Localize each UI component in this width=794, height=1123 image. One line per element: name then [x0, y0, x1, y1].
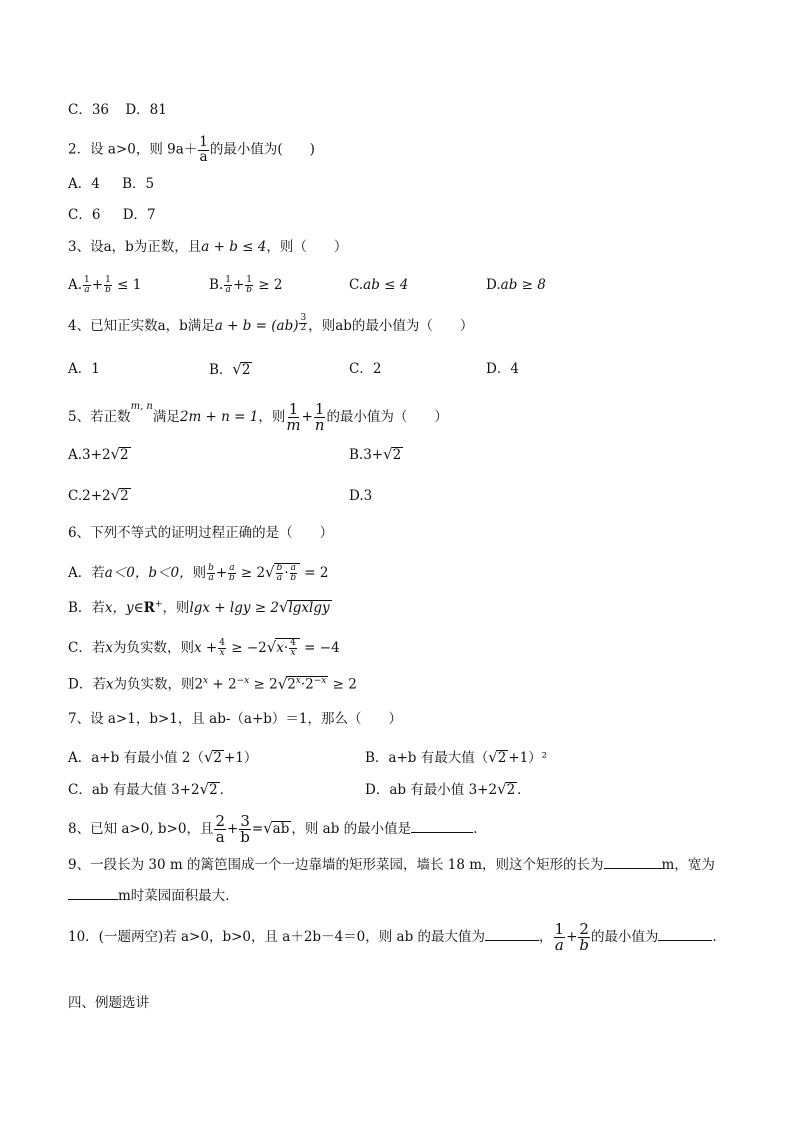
q1-option-d: D．81 [125, 102, 167, 118]
q5-stem-post: 的最小值为（ ） [326, 409, 448, 425]
q7-option-b-pre: B．a+b 有最大值（ [365, 750, 489, 766]
q6-option-b [68, 600, 332, 616]
q3-option-c [349, 279, 408, 293]
q8-radicand: ab [272, 821, 290, 837]
q5-option-c-radicand: 2 [120, 488, 129, 504]
q5-stem: 5、若正数$^{m, n}$满足2m + n = 1，则 $\frac{1}{m}$ + $\frac{1}{n}$ 的最小值为（ ） [68, 400, 448, 434]
q10-end: ． [712, 929, 726, 945]
q5-option-b-label: B. [349, 447, 364, 463]
radical-sign: √ [199, 780, 210, 798]
q6-option-c-mid: 为负实数，则 [112, 640, 194, 656]
q6-stem: 6、下列不等式的证明过程正确的是（ ） [68, 525, 334, 541]
q6-option-c-label: C．若 [68, 640, 106, 656]
q9-line2-post: m时菜园面积最大． [118, 888, 239, 904]
q9-line2 [68, 887, 239, 904]
q4-stem-post: ，则ab的最小值为（ ） [308, 318, 474, 334]
q5-comma: ，则 [258, 409, 286, 425]
q10-stem: 10．(一题两空)若 a>0，b>0，且 a＋2b－4＝0，则 ab 的最大值为 ， $\frac{1}{a}$ + $\frac{2}{b}$ 的最小值为 ． [68, 920, 726, 954]
q4-option-b-label: B． [209, 362, 233, 378]
q2-option-c: C．6 [68, 207, 101, 223]
q3-stem [68, 241, 347, 255]
q5-frac1-num: 1 [288, 400, 299, 418]
q6-option-d-mid: 为负实数，则 [113, 676, 195, 693]
q6-option-b-cond: x，y∈ [104, 600, 144, 616]
q7-option-c [68, 782, 233, 798]
q5-option-c [68, 488, 131, 504]
q5-option-c-label: C. [68, 488, 83, 504]
q5-frac1-den: m [286, 416, 301, 434]
q5-vars: m, n [130, 401, 153, 412]
q6-option-b-label: B．若 [68, 600, 105, 616]
q3-b-frac1 [224, 276, 232, 295]
q3-option-d [486, 279, 546, 293]
q3-a-frac1-num: 1 [84, 275, 90, 285]
q8-eq: = [251, 821, 264, 837]
q8-frac1 [214, 814, 226, 845]
q3-b-frac2-num: 1 [246, 275, 252, 285]
q7-option-d-radicand: 2 [506, 782, 516, 798]
q4-expr: a + b = (ab) [214, 318, 299, 334]
q10-pre: 10．(一题两空)若 a>0，b>0，且 a＋2b－4＝0，则 ab 的最大值为 [68, 929, 486, 945]
q4-option-d: D．4 [486, 361, 519, 377]
q6-a-radicand: $\frac{b}{a}$ · $\frac{a}{b}$ [274, 563, 300, 583]
q6-d-radicand: $2^x\cdot 2^{-x}$ [287, 676, 327, 693]
q7-option-c-pre: C．ab 有最大值 3+2 [68, 782, 200, 798]
q2-option-a: A．4 [68, 176, 100, 192]
q6-option-d-label: D．若 [68, 676, 106, 693]
q8-frac2-den: b [240, 828, 250, 846]
answer-blank[interactable] [485, 928, 539, 941]
q7-option-a [68, 750, 257, 766]
q8-end: . [473, 821, 478, 837]
q2-option-d: D．7 [122, 207, 156, 223]
q2-stem-post: 的最小值为( ) [209, 141, 315, 158]
answer-blank[interactable] [604, 856, 662, 869]
q3-a-frac1 [83, 276, 91, 295]
section-heading: 四、例题选讲 [68, 995, 149, 1011]
radical-sign: √ [265, 563, 275, 581]
q8-pre: 8、已知 a>0, b>0，且 [68, 821, 214, 837]
q3-b-frac1-den: a [225, 285, 231, 295]
q6-a-frac2: $\frac{a}{b}$ [229, 563, 235, 583]
radical-sign: √ [383, 445, 393, 463]
q3-stem-text: 3、设a，b为正数，且 [68, 239, 202, 255]
q6-c-radicand: x· $\frac{4}{x}$ [275, 638, 300, 658]
q2-stem-pre: 2．设 a>0，则 9a＋ [68, 141, 198, 158]
q6-option-b-then: ，则 [162, 600, 190, 616]
q6-option-b-set: R [143, 600, 155, 616]
q7-option-b [365, 750, 547, 766]
q7-option-c-post: ． [219, 782, 234, 798]
q2-options-row2 [68, 209, 156, 223]
q7-option-b-radicand: 2 [497, 750, 507, 766]
q10-frac2-den: b [579, 936, 589, 954]
q7-option-a-radicand: 2 [213, 750, 222, 766]
q3-option-c-expr: ab ≤ 4 [363, 277, 409, 293]
q9-line1 [68, 856, 715, 873]
q2-fraction [198, 136, 209, 164]
q8-frac2-num: 3 [240, 812, 250, 830]
q6-option-a-cond: a＜0，b＜0， [104, 565, 193, 581]
q7-option-a-pre: A．a+b 有最小值 2（ [68, 750, 204, 766]
q3-option-c-label: C. [349, 277, 364, 293]
radical-sign: √ [278, 598, 289, 616]
radical-sign: √ [232, 360, 242, 378]
q6-option-a: A．若a＜0，b＜0，则 $\frac{b}{a}$ + $\frac{a}{b}$ ≥ 2√ $\frac{b}{a}$ · $\frac{a}{b}$ = 2 [68, 563, 329, 583]
q3-option-a: A. $\frac{1}{a}$ + $\frac{1}{b}$ ≤ 1 [68, 275, 142, 295]
q6-a-frac1: $\frac{b}{a}$ [208, 563, 214, 583]
radical-sign: √ [263, 819, 273, 837]
q8-post: ，则 ab 的最小值是 [291, 821, 412, 837]
q7-option-d-post: ． [517, 782, 531, 798]
radical-sign: √ [203, 748, 214, 766]
q5-option-b-expr: 3+ [363, 447, 384, 463]
q5-option-a-expr: 3+2 [82, 447, 111, 463]
q2-options-row1 [68, 178, 154, 192]
q3-a-frac2 [104, 276, 112, 295]
q6-option-c: C．若x为负实数，则x + $\frac{4}{x}$ ≥ −2√x· $\frac{4}{x}$ = −4 [68, 638, 340, 658]
radical-sign: √ [266, 638, 277, 656]
q6-option-c-var: x [105, 640, 113, 656]
q10-frac2-num: 2 [579, 920, 589, 938]
q5-option-d: D.3 [349, 488, 373, 504]
radical-sign: √ [277, 674, 288, 693]
q3-a-frac2-num: 1 [105, 275, 111, 285]
q4-option-a: A．1 [68, 361, 100, 377]
q4-option-b-radicand: 2 [241, 362, 251, 378]
q10-frac1-den: a [554, 936, 564, 954]
q7-option-b-post: +1）² [508, 750, 548, 766]
radical-sign: √ [110, 445, 121, 463]
q8-stem: 8、已知 a>0, b>0，且 $\frac{2}{a}$ + $\frac{3}{b}$ =√ab ，则 ab 的最小值是 . [68, 812, 478, 846]
answer-blank[interactable] [68, 887, 118, 900]
q7-option-c-radicand: 2 [209, 782, 218, 798]
q7-stem: 7、设 a>1，b>1，且 ab-（a+b）＝1，那么（ ） [68, 711, 403, 727]
q3-option-d-expr: ab ≥ 8 [500, 277, 546, 293]
radical-sign: √ [488, 748, 498, 766]
q6-option-d-var: x [105, 676, 114, 693]
q1-options [68, 104, 167, 118]
q4-option-b [209, 362, 252, 378]
q3-b-frac1-num: 1 [225, 275, 231, 285]
q2-frac-num: 1 [199, 134, 208, 150]
q8-frac1-num: 2 [215, 812, 226, 830]
q3-option-b-label: B. [209, 277, 224, 293]
q3-option-a-post: ≤ 1 [117, 277, 142, 293]
q3-option-d-label: D. [486, 277, 501, 293]
q5-option-c-expr: 2+2 [82, 488, 111, 504]
q6-option-a-then: 则 [192, 565, 207, 581]
q5-mid: 满足 [152, 409, 180, 425]
q4-stem-text: 4、已知正实数a，b满足 [68, 318, 215, 334]
q3-a-frac1-den: a [84, 285, 90, 295]
answer-blank[interactable] [658, 928, 712, 941]
q10-frac2 [578, 922, 590, 953]
q6-option-b-plus: + [154, 599, 163, 610]
q4-exp-num: 3 [300, 313, 307, 323]
q10-comma: ， [539, 929, 553, 945]
q2-stem [68, 136, 315, 164]
q1-option-c: C．36 [68, 102, 110, 118]
q6-c-frac: $\frac{4}{x}$ [219, 638, 225, 658]
q3-stem-post: ，则（ ） [266, 239, 348, 255]
q6-option-b-radicand: lgxlgy [288, 600, 330, 616]
q5-frac2-den: n [314, 416, 325, 434]
answer-blank[interactable] [411, 820, 473, 833]
q5-frac1 [286, 402, 300, 433]
q8-frac1-den: a [215, 828, 225, 846]
q7-option-d-pre: D．ab 有最小值 3+2 [365, 782, 498, 798]
q5-option-b [349, 447, 403, 463]
radical-sign: √ [110, 486, 121, 504]
q4-stem [68, 313, 474, 334]
q10-post: 的最小值为 [590, 929, 659, 945]
q10-frac1 [554, 922, 566, 953]
q2-option-b: B．5 [122, 176, 155, 192]
q3-option-b-post: ≥ 2 [258, 277, 283, 293]
q9-unit1: m，宽为 [661, 857, 715, 873]
q5-frac2 [314, 402, 326, 433]
q7-option-a-post: +1） [224, 750, 258, 766]
q3-b-frac2 [245, 276, 253, 295]
q3-condition: a + b ≤ 4 [201, 239, 267, 255]
q6-option-b-expr: lgx + lgy ≥ 2 [189, 600, 279, 616]
q4-exponent [299, 314, 307, 333]
q10-frac1-num: 1 [554, 920, 565, 938]
q8-frac2 [239, 814, 251, 845]
q5-option-a [68, 447, 131, 463]
q4-exp-den: 2 [300, 323, 307, 333]
q5-option-b-radicand: 2 [392, 447, 402, 463]
q3-option-a-label: A. [68, 277, 83, 293]
q4-option-c: C．2 [349, 361, 382, 377]
q5-frac2-num: 1 [314, 400, 325, 418]
radical-sign: √ [497, 780, 507, 798]
q3-a-frac2-den: b [105, 285, 111, 295]
q5-option-a-label: A. [68, 447, 83, 463]
q3-b-frac2-den: b [246, 285, 253, 295]
q3-option-b: B. $\frac{1}{a}$ + $\frac{1}{b}$ ≥ 2 [209, 275, 283, 295]
q2-frac-den: a [199, 148, 208, 165]
q5-condition: 2m + n = 1 [179, 409, 259, 425]
q7-option-d [365, 782, 531, 798]
q6-option-a-label: A．若 [68, 565, 105, 581]
q5-stem-text: 5、若正数 [68, 409, 131, 425]
q6-option-d: D．若x为负实数，则$2^x + 2^{-x} \ge 2√2^x\cdot 2^{-x} \ge 2$ [68, 674, 357, 693]
q5-option-a-radicand: 2 [120, 447, 129, 463]
q9-line1-text: 9、一段长为 30 m 的篱笆围成一个一边靠墙的矩形菜园，墙长 18 m，则这个矩形的长为 [68, 857, 604, 873]
